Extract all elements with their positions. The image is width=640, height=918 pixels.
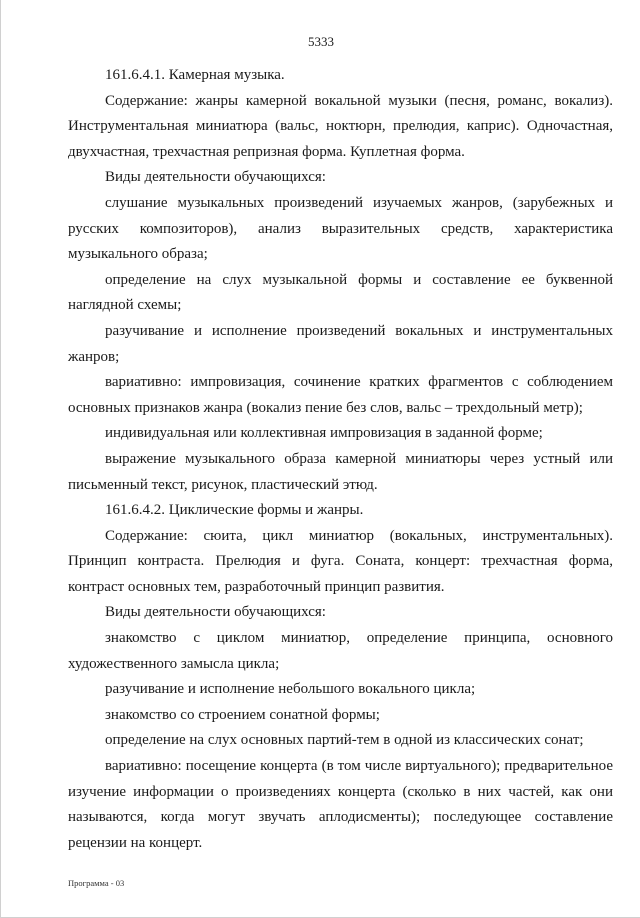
paragraph: определение на слух музыкальной формы и составление ее буквенной наглядной схемы; bbox=[68, 271, 613, 314]
section-heading: 161.6.4.1. Камерная музыка. bbox=[105, 67, 285, 83]
paragraph: Виды деятельности обучающихся: bbox=[105, 604, 326, 621]
paragraph: разучивание и исполнение небольшого вокального цикла; bbox=[105, 681, 476, 698]
page-number: 5333 bbox=[308, 34, 334, 49]
paragraph: слушание музыкальных произведений изучаемых жанров, (зарубежных и русских композиторов), анализ выразительных средств, характеристика музыкального образа; bbox=[68, 194, 613, 263]
paragraph: Содержание: жанры камерной вокальной музыки (песня, романс, вокализ). Инструментальная миниатюра (вальс, ноктюрн, прелюдия, каприс). Одночастная, двухчастная, трехчастная репризная форма. Куплетная форма. bbox=[68, 92, 613, 160]
paragraph: знакомство со строением сонатной формы; bbox=[105, 706, 380, 723]
paragraph: вариативно: посещение концерта (в том числе виртуального); предварительное изучение информации о произведениях концерта (сколько в них частей, как они называются, когда могут звучать аплодисменты); последующее составление рецензии на концерт. bbox=[68, 758, 613, 851]
paragraph: Содержание: сюита, цикл миниатюр (вокальных, инструментальных). Принцип контраста. Прелюдия и фуга. Соната, концерт: трехчастная форма, контраст основных тем, разработочный принцип развития. bbox=[68, 527, 613, 595]
paragraph: определение на слух основных партий-тем в одной из классических сонат; bbox=[105, 732, 584, 749]
paragraph: индивидуальная или коллективная импровизация в заданной форме; bbox=[105, 425, 543, 442]
page-footer: Программа - 03 bbox=[68, 878, 125, 888]
section-heading: 161.6.4.2. Циклические формы и жанры. bbox=[105, 502, 364, 519]
paragraph: Виды деятельности обучающихся: bbox=[105, 169, 326, 186]
document-body bbox=[68, 63, 613, 856]
paragraph: выражение музыкального образа камерной миниатюры через устный или письменный текст, рисунок, пластический этюд. bbox=[68, 450, 613, 493]
paragraph: вариативно: импровизация, сочинение кратких фрагментов с соблюдением основных признаков жанра (вокализ пение без слов, вальс – трехдольный метр); bbox=[68, 374, 613, 416]
paragraph: знакомство с циклом миниатюр, определение принципа, основного художественного замысла цикла; bbox=[68, 630, 613, 672]
paragraph: разучивание и исполнение произведений вокальных и инструментальных жанров; bbox=[68, 322, 613, 365]
